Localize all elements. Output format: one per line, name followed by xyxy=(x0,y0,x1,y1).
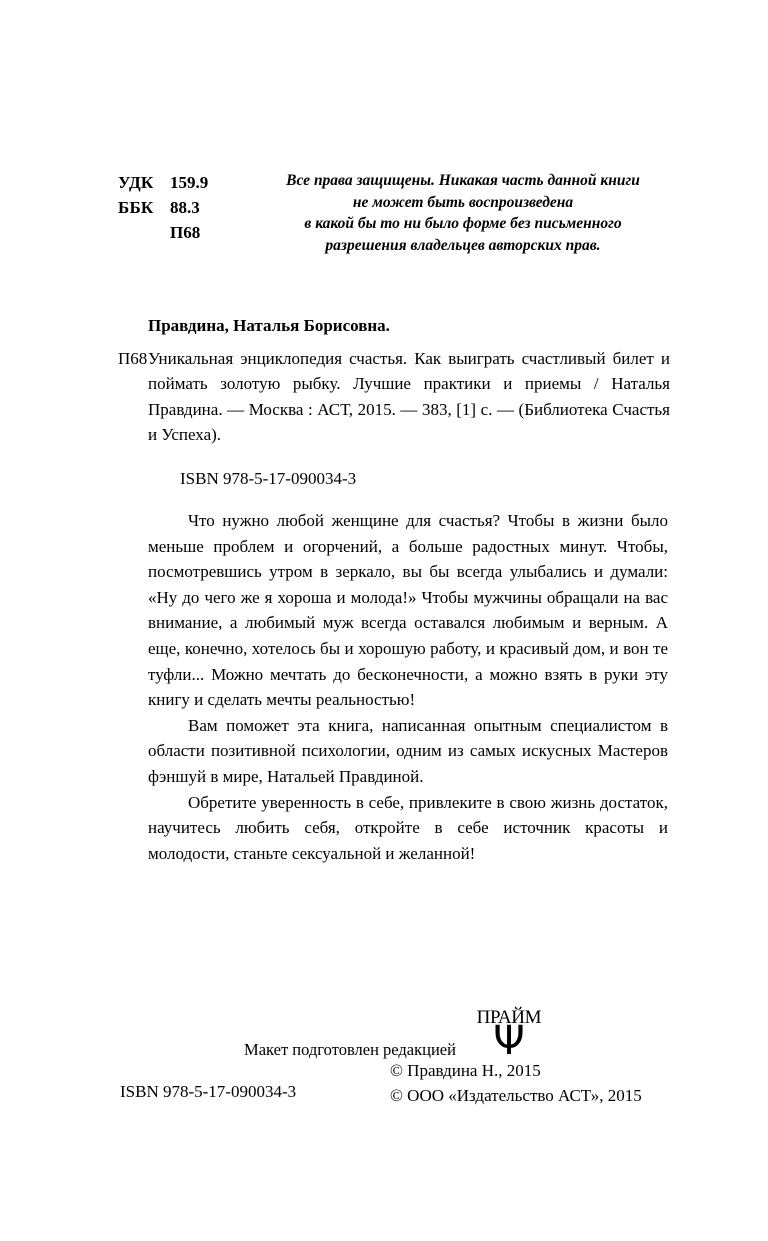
footer-credit-block xyxy=(118,1008,674,1064)
footer-legal-block xyxy=(118,1058,674,1114)
biblio-description: Уникальная энциклопедия счастья. Как выиграть счастливый билет и поймать золотую рыбку. Лучшие практики и приемы / Наталья Правдина. — Москва : АСТ, 2015. — 383, [1] с. — (Библиотека Счастья и Успеха). xyxy=(148,348,670,444)
classification-row-udk xyxy=(118,170,236,195)
copyright-line: © Правдина Н., 2015 xyxy=(390,1061,541,1080)
biblio-author-mark: П68 xyxy=(118,348,148,368)
udk-label: УДК xyxy=(118,173,154,192)
udk-value: 159.9 xyxy=(170,173,209,192)
annotation-block xyxy=(148,508,668,866)
biblio-author: Правдина, Наталья Борисовна. xyxy=(148,316,390,335)
prime-publisher-logo xyxy=(470,1008,548,1064)
rights-notice-line: в какой бы то ни было форме без письменного xyxy=(304,215,622,232)
classification-row-bbk xyxy=(118,195,236,220)
classification-rights-block xyxy=(118,170,674,256)
prime-logo-wordmark: ПРАЙМ xyxy=(476,1007,542,1028)
classification-codes xyxy=(118,170,236,245)
biblio-isbn: ISBN 978-5-17-090034-3 xyxy=(180,468,357,488)
copyright-line: © ООО «Издательство АСТ», 2015 xyxy=(390,1086,642,1105)
footer-isbn: ISBN 978-5-17-090034-3 xyxy=(120,1082,297,1101)
rights-notice-line: разрешения владельцев авторских прав. xyxy=(325,236,601,254)
bibliographic-record xyxy=(118,313,670,491)
annotation-paragraph: Вам поможет эта книга, написанная опытным специалистом в области позитивной психологии, одним из самых искусных Мастеров фэншуй в мире, Натальей Правдиной. xyxy=(148,715,668,786)
annotation-paragraph: Обретите уверенность в себе, привлеките в свою жизнь достаток, научитесь любить себя, откройте в себе источник красоты и молодости, станьте сексуальной и желанной! xyxy=(148,792,668,863)
layout-credit: Макет подготовлен редакцией xyxy=(244,1040,456,1059)
author-mark-value: П68 xyxy=(170,223,201,242)
rights-notice-line: не может быть воспроизведена xyxy=(352,193,574,211)
rights-notice xyxy=(236,170,674,256)
biblio-entry xyxy=(118,346,670,448)
annotation-paragraph: Что нужно любой женщине для счастья? Чтобы в жизни было меньше проблем и огорчений, а больше радостных минут. Чтобы, посмотревшись утром в зеркало, вы бы всегда улыбались и думали: «Ну до чего же я хороша и молода!» Чтобы мужчины обращали на вас внимание, а любимый муж всегда оставался любимым и верным. А еще, конечно, хотелось бы и хорошую работу, и красивый дом, и вон те туфли... Можно мечтать до бесконечности, а можно взять в руки эту книгу и сделать мечты реальностью! xyxy=(148,511,668,710)
copyright-lines xyxy=(390,1058,642,1108)
psi-trident-icon: Ψ xyxy=(493,1018,525,1064)
bbk-value: 88.3 xyxy=(170,198,200,217)
classification-row-author-mark xyxy=(118,220,236,245)
rights-notice-line: Все права защищены. Никакая часть данной книги xyxy=(286,172,640,189)
bbk-label: ББК xyxy=(118,198,154,217)
